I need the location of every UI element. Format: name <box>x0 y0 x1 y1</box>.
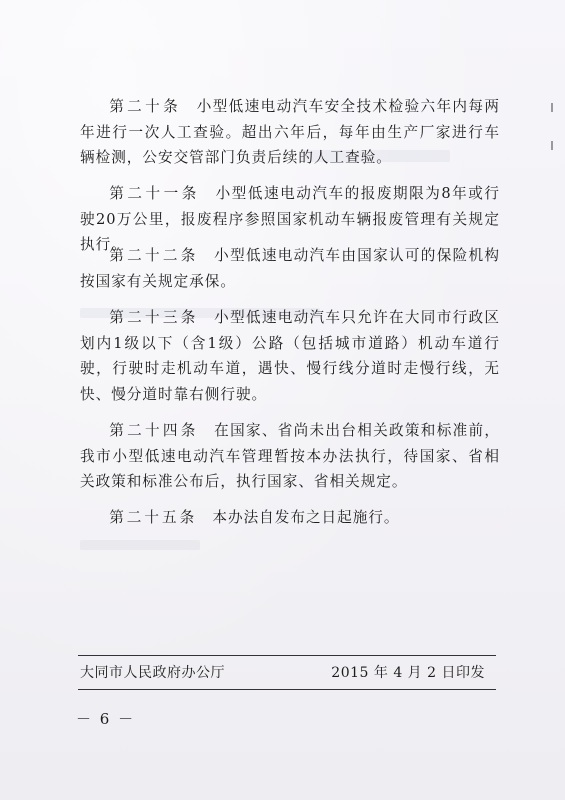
article-text: 在国家、省尚未出台相关政策和标准前，我市小型低速电动汽车管理暂按本办法执行，待国家、省相关政策和标准公布后，执行国家、省相关规定。 <box>80 422 500 490</box>
issuing-office: 大同市人民政府办公厅 <box>80 665 225 681</box>
article-text: 小型低速电动汽车安全技术检验六年内每两年进行一次人工查验。超出六年后，每年由生产厂家进行车辆检测，公安交管部门负责后续的人工查验。 <box>80 98 500 166</box>
article-number: 第二十四条 <box>109 422 199 439</box>
scan-edge-mark <box>551 103 553 112</box>
article-25 <box>80 505 500 531</box>
article-23 <box>80 305 500 407</box>
article-24 <box>80 418 500 495</box>
article-text: 小型低速电动汽车只允许在大同市行政区划内1级以下（含1级）公路（包括城市道路）机动车道行驶，行驶时走机动车道，遇快、慢行线分道时走慢行线，无快、慢分道时靠右侧行驶。 <box>80 309 500 403</box>
page-number: － 6 － <box>76 710 136 728</box>
article-number: 第二十三条 <box>109 309 199 326</box>
article-text: 小型低速电动汽车的报废期限为8年或行驶20万公里，报废程序参照国家机动车辆报废管理有关规定执行。 <box>80 185 500 253</box>
footer-divider-bottom <box>78 689 496 690</box>
article-text: 本办法自发布之日起施行。 <box>212 509 400 526</box>
bleed-through-mark <box>80 540 200 550</box>
article-text: 小型低速电动汽车由国家认可的保险机构按国家有关规定承保。 <box>80 247 500 290</box>
scan-edge-mark <box>551 141 553 150</box>
article-number: 第二十条 <box>109 98 182 115</box>
article-number: 第二十二条 <box>109 247 199 264</box>
article-number: 第二十五条 <box>109 509 198 526</box>
article-22 <box>80 243 500 294</box>
article-number: 第二十一条 <box>109 185 200 202</box>
footer-divider-top <box>78 655 496 656</box>
article-20 <box>80 94 500 171</box>
issue-date: 2015 年 4 月 2 日印发 <box>331 665 485 681</box>
